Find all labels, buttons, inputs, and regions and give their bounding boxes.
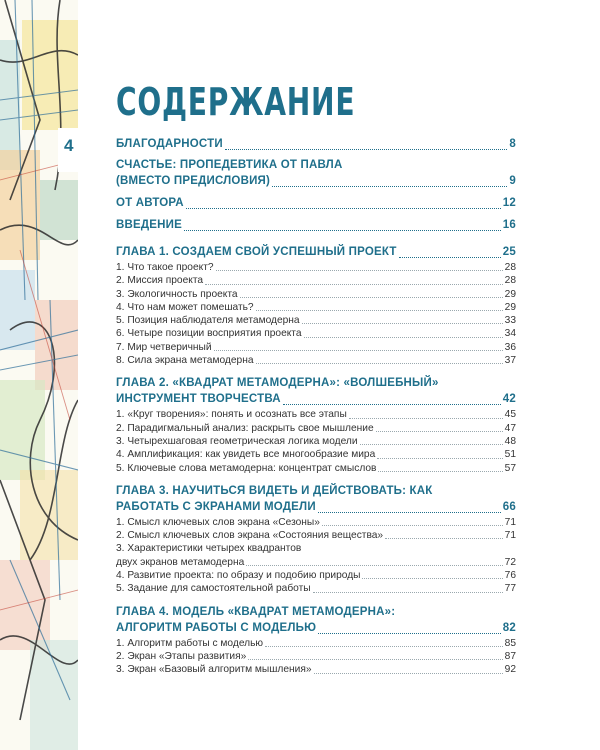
toc-item-title: 1. Алгоритм работы с моделью [116, 637, 264, 649]
dot-leader [240, 297, 503, 298]
toc-chapter [116, 605, 516, 677]
toc-chapter [116, 376, 516, 474]
page-number: 4 [64, 136, 74, 155]
dot-leader [362, 578, 502, 579]
toc-item[interactable] [116, 529, 516, 542]
toc-chapter-heading[interactable] [116, 499, 516, 516]
toc-item-page: 77 [504, 583, 516, 595]
toc-chapter-title-continued: АЛГОРИТМ РАБОТЫ С МОДЕЛЬЮ [116, 621, 317, 634]
toc-section-heading[interactable] [116, 217, 516, 234]
decorative-art-strip [0, 0, 78, 750]
toc-chapter-title-line [116, 484, 516, 499]
toc-chapter-page: 42 [502, 393, 516, 406]
toc-section-title-continued: (ВМЕСТО ПРЕДИСЛОВИЯ) [116, 175, 271, 187]
toc-item-title: 2. Смысл ключевых слов экрана «Состояния вещества» [116, 530, 384, 542]
toc-item[interactable] [116, 354, 516, 367]
toc-item-title: 4. Амплификация: как увидеть все многообразие мира [116, 449, 376, 461]
toc-item-page: 45 [504, 409, 516, 421]
toc-item[interactable] [116, 422, 516, 435]
toc-item-title: 3. Характеристики четырех квадрантов [116, 543, 302, 555]
dot-leader [248, 659, 502, 660]
toc-item[interactable] [116, 462, 516, 475]
dot-leader [256, 363, 503, 364]
toc-item-title: 8. Сила экрана метамодерна [116, 355, 254, 367]
page-title: СОДЕРЖАНИЕ [116, 80, 356, 124]
toc-item[interactable] [116, 582, 516, 595]
toc-chapter-title: ГЛАВА 1. СОЗДАЕМ СВОЙ УСПЕШНЫЙ ПРОЕКТ [116, 246, 397, 258]
toc-chapter-title-line [116, 605, 516, 620]
toc-item-title: 1. Что такое проект? [116, 262, 214, 273]
toc-chapter [116, 484, 516, 596]
toc-item-page: 28 [504, 262, 516, 273]
table-of-contents [116, 136, 516, 682]
dot-leader [256, 310, 503, 311]
toc-section-page: 8 [509, 138, 516, 150]
toc-item-page: 33 [504, 315, 516, 327]
dot-leader [216, 270, 503, 271]
toc-item-page: 47 [504, 422, 516, 434]
toc-item-page: 48 [504, 435, 516, 447]
toc-item[interactable] [116, 261, 516, 274]
toc-item[interactable] [116, 516, 516, 529]
toc-item-page: 57 [504, 462, 516, 474]
toc-item-page: 29 [504, 301, 516, 313]
toc-item[interactable] [116, 301, 516, 314]
dot-leader [265, 646, 503, 647]
toc-item-title: 1. Смысл ключевых слов экрана «Сезоны» [116, 516, 320, 528]
toc-section-page: 12 [502, 197, 516, 209]
dot-leader [184, 230, 501, 231]
toc-section-title: БЛАГОДАРНОСТИ [116, 138, 223, 150]
dot-leader [225, 149, 508, 150]
dot-leader [205, 284, 503, 285]
toc-chapter-heading[interactable] [116, 391, 516, 408]
dot-leader [360, 444, 503, 445]
dot-leader [385, 538, 503, 539]
toc-item-title: 4. Развитие проекта: по образу и подобию природы [116, 570, 361, 582]
dot-leader [214, 350, 503, 351]
sketch-illustration [0, 0, 78, 750]
toc-section-heading[interactable] [116, 173, 516, 190]
toc-item[interactable] [116, 327, 516, 340]
toc-item-page: 28 [504, 275, 516, 287]
toc-item-page: 76 [504, 570, 516, 582]
dot-leader [378, 471, 502, 472]
dot-leader [376, 431, 503, 432]
dot-leader [349, 418, 503, 419]
toc-item-title: 3. Экран «Базовый алгоритм мышления» [116, 664, 312, 676]
toc-item-title: 2. Парадигмальный анализ: раскрыть свое мышление [116, 422, 374, 434]
toc-chapter-page: 82 [502, 621, 516, 634]
dot-leader [313, 592, 503, 593]
toc-item-title-line [116, 542, 516, 555]
toc-section-page: 9 [509, 175, 516, 187]
toc-item-page: 36 [504, 341, 516, 353]
toc-item-title-continued: двух экранов метамодерна [116, 556, 245, 568]
toc-item[interactable] [116, 314, 516, 327]
toc-section-title: ОТ АВТОРА [116, 197, 184, 209]
toc-chapter [116, 244, 516, 367]
dot-leader [318, 633, 501, 634]
toc-item-page: 85 [504, 637, 516, 649]
toc-item-title: 3. Экологичность проекта [116, 288, 238, 300]
toc-item-page: 87 [504, 650, 516, 662]
toc-item[interactable] [116, 448, 516, 461]
toc-section-title: ВВЕДЕНИЕ [116, 219, 182, 231]
dot-leader [377, 458, 502, 459]
toc-section [116, 158, 516, 190]
toc-item-title: 2. Миссия проекта [116, 275, 204, 287]
toc-item-title: 5. Ключевые слова метамодерна: концентрат смыслов [116, 462, 377, 474]
toc-item[interactable] [116, 650, 516, 663]
toc-item-title: 5. Задание для самостоятельной работы [116, 583, 311, 595]
toc-chapter-title: ГЛАВА 2. «КВАДРАТ МЕТАМОДЕРНА»: «ВОЛШЕБНЫЙ» [116, 377, 439, 390]
toc-item[interactable] [116, 274, 516, 287]
toc-item-page: 51 [504, 449, 516, 461]
dot-leader [302, 323, 503, 324]
toc-chapter-title: ГЛАВА 3. НАУЧИТЬСЯ ВИДЕТЬ И ДЕЙСТВОВАТЬ: КАК [116, 484, 433, 497]
toc-chapter-page: 66 [502, 500, 516, 513]
toc-item[interactable] [116, 569, 516, 582]
toc-item-page: 29 [504, 288, 516, 300]
toc-item-page: 71 [504, 516, 516, 528]
toc-chapter-page: 25 [502, 246, 516, 258]
toc-item[interactable] [116, 408, 516, 421]
toc-chapter-heading[interactable] [116, 244, 516, 261]
toc-item-page: 37 [504, 355, 516, 367]
toc-section [116, 217, 516, 234]
toc-section [116, 136, 516, 153]
toc-section-title: СЧАСТЬЕ: ПРОПЕДЕВТИКА ОТ ПАВЛА [116, 159, 343, 171]
toc-item-page: 92 [504, 664, 516, 676]
toc-item-title: 7. Мир четверичный [116, 341, 212, 353]
dot-leader [304, 337, 503, 338]
toc-item-title: 6. Четыре позиции восприятия проекта [116, 328, 302, 340]
toc-item-page: 71 [504, 530, 516, 542]
toc-section-heading[interactable] [116, 136, 516, 153]
toc-item[interactable] [116, 288, 516, 301]
toc-item[interactable] [116, 663, 516, 676]
dot-leader [318, 512, 501, 513]
toc-item-title: 3. Четырехшаговая геометрическая логика модели [116, 435, 358, 447]
dot-leader [283, 404, 501, 405]
toc-item-title: 1. «Круг творения»: понять и осознать все этапы [116, 409, 347, 421]
toc-item[interactable] [116, 435, 516, 448]
toc-item-page: 72 [504, 556, 516, 568]
toc-chapter-title-continued: РАБОТАТЬ С ЭКРАНАМИ МОДЕЛИ [116, 500, 316, 513]
toc-item[interactable] [116, 556, 516, 569]
toc-section-heading[interactable] [116, 195, 516, 212]
toc-item-title: 5. Позиция наблюдателя метамодерна [116, 315, 300, 327]
toc-item[interactable] [116, 341, 516, 354]
dot-leader [399, 257, 501, 258]
toc-chapter-title-continued: ИНСТРУМЕНТ ТВОРЧЕСТВА [116, 393, 281, 406]
toc-item-title: 2. Экран «Этапы развития» [116, 650, 247, 662]
toc-section [116, 195, 516, 212]
dot-leader [246, 565, 502, 566]
toc-chapter-title-line [116, 376, 516, 391]
dot-leader [186, 208, 501, 209]
toc-section-page: 16 [502, 219, 516, 231]
toc-chapter-title: ГЛАВА 4. МОДЕЛЬ «КВАДРАТ МЕТАМОДЕРНА»: [116, 605, 396, 618]
toc-chapter-heading[interactable] [116, 620, 516, 637]
toc-item-page: 34 [504, 328, 516, 340]
toc-item[interactable] [116, 637, 516, 650]
toc-item-title: 4. Что нам может помешать? [116, 301, 254, 313]
dot-leader [272, 186, 507, 187]
dot-leader [314, 673, 503, 674]
dot-leader [322, 525, 503, 526]
toc-section-title-line [116, 158, 516, 173]
